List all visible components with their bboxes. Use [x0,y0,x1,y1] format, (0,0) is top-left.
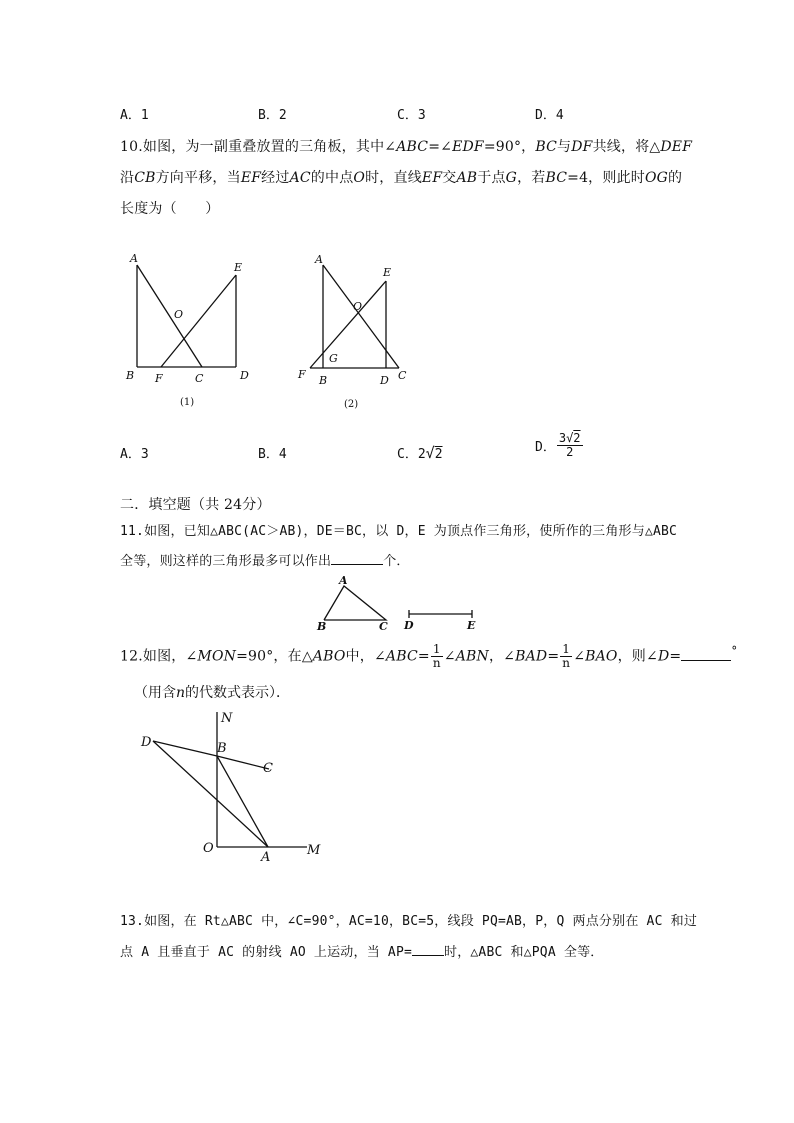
fig1-label-f: F [155,372,163,385]
fig2-label-g: G [329,352,338,365]
fig2-caption: (2) [344,399,359,410]
fig1-segment-ac [137,265,202,367]
fig2-label-c: C [398,369,407,382]
q10-option-a: A．3 [120,447,149,462]
q12-label-n: N [221,711,233,726]
q11-line-2: 全等，则这样的三角形最多可以作出 个． [120,554,410,569]
q12-line-1: 12.如图，∠MON=90°，在△ABO中，∠ABC= $\frac{1}{n}$ ∠ABN，∠BAD= $\frac{1}{n}$ ∠BAO，则∠D= ° [120,642,738,671]
fig1-label-o: O [174,308,184,321]
fig2-label-e: E [383,266,392,279]
q12-segment-db [153,741,217,756]
fig2-label-a: A [315,253,323,266]
q10-figures [110,245,430,415]
q12-label-c: C [263,761,273,776]
q9-option-a: A．1 [120,108,149,123]
fig1-caption: (1) [180,397,195,408]
q11-label-c: C [379,620,388,630]
q11-label-e: E [467,619,476,630]
q12-label-o: O [203,841,214,856]
q13-answer-blank[interactable] [412,943,444,956]
q11-label-a: A [339,574,348,587]
q11-label-d: D [404,619,414,630]
q12-label-m: M [307,843,321,858]
fig2-segment-ef [310,281,386,368]
q12-segment-ba [217,756,268,847]
section-2-heading: 二．填空题（共 24分） [120,497,271,513]
q9-option-c: C．3 [397,108,426,123]
q11-answer-blank[interactable] [331,552,383,565]
fig2-label-b: B [319,374,328,387]
fig1-label-c: C [195,372,204,385]
q12-figure [135,706,335,866]
fig1-label-b: B [126,369,135,382]
q11-line-1: 11.如图，已知△ABC(AC＞AB)，DE＝BC，以 D，E 为顶点作三角形，使所作的三角形与△ABC [120,524,678,539]
q10-line-3: 长度为（ ） [120,201,220,217]
q12-label-d: D [141,735,152,750]
fig1-label-d: D [240,369,249,382]
q11-figure [312,572,482,630]
q10-line-2: 沿CB方向平移，当EF经过AC的中点O时，直线EF交AB于点G，若BC=4，则此时OG的 [120,170,683,186]
q12-label-b: B [217,741,227,756]
q12-segment-da [153,741,268,847]
q9-option-d: D．4 [535,108,564,123]
q12-label-a: A [261,850,271,865]
q10-option-c: C．2√2 [397,444,443,462]
q11-triangle-abc [324,586,386,620]
fig2-label-o: O [353,300,363,313]
q10-option-b: B．4 [258,447,287,462]
q12-segment-bc [217,756,269,769]
fig2-label-f: F [298,368,306,381]
fig1-label-a: A [130,252,138,265]
fig2-label-d: D [380,374,389,387]
q9-option-b: B．2 [258,108,287,123]
q12-answer-blank[interactable] [681,648,731,661]
q11-label-b: B [317,620,327,630]
q12-line-2: （用含n的代数式表示）． [134,685,291,701]
fig1-label-e: E [234,261,243,274]
q13-line-2: 点 A 且垂直于 AC 的射线 AO 上运动，当 AP= 时，△ABC 和△PQA 全等． [120,945,604,960]
q10-option-d: D． $\frac{3√2}{2}$ [535,431,581,459]
q13-line-1: 13.如图，在 Rt△ABC 中，∠C=90°，AC=10，BC=5，线段 PQ=AB，P，Q 两点分别在 AC 和过 [120,914,698,929]
q10-line-1: 10.如图，为一副重叠放置的三角板，其中∠ABC=∠EDF=90°，BC与DF共线，将△DEF [120,139,693,155]
